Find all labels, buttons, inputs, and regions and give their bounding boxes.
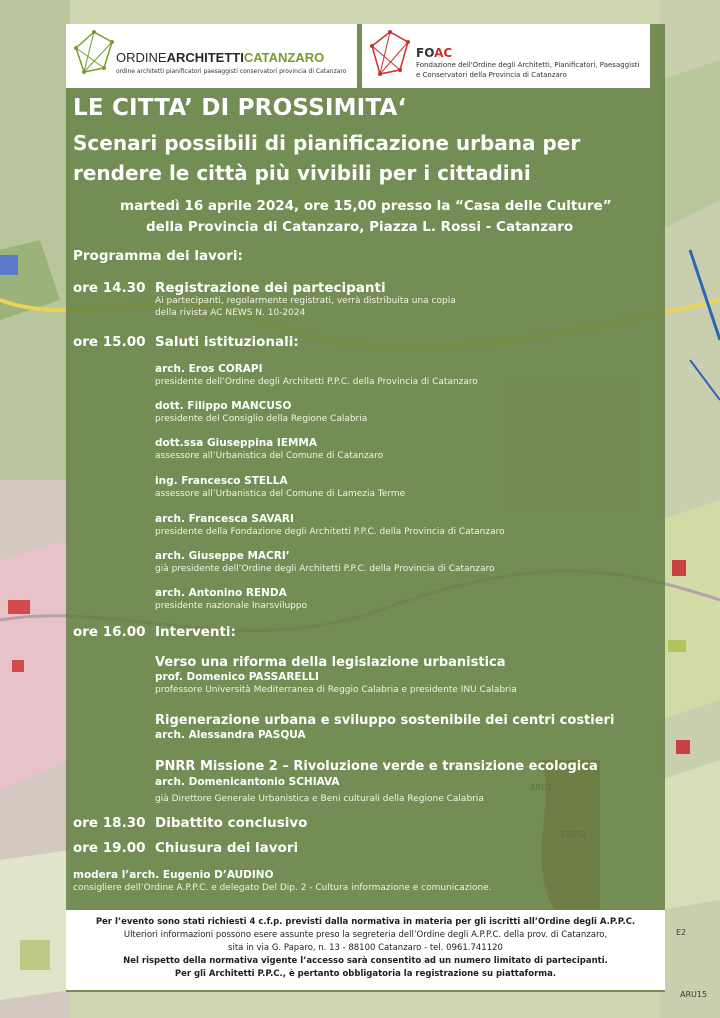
speaker-name: dott.ssa Giuseppina IEMMA bbox=[155, 437, 318, 449]
talk-speaker: prof. Domenico PASSARELLI bbox=[155, 671, 319, 683]
time-dibattito: ore 18.30 bbox=[73, 815, 146, 831]
speaker-role: presidente della Fondazione degli Architetti P.P.C. della Provincia di Catanzaro bbox=[155, 527, 505, 537]
speaker-name: ing. Francesco STELLA bbox=[155, 475, 288, 487]
speaker-role: presidente nazionale Inarsviluppo bbox=[155, 601, 308, 611]
talk-speaker-role: già Direttore Generale Urbanistica e Beni culturali della Regione Calabria bbox=[155, 794, 484, 804]
foac-logo bbox=[362, 24, 650, 88]
notice-line2: Ulteriori informazioni possono esere assunte preso la segreteria dell’Ordine degli A.P.P.C. della prov. di Catanzaro, bbox=[123, 930, 608, 940]
foac-line2: e Conservatori della Provincia di Catanzaro bbox=[416, 71, 567, 79]
speaker-role: assessore all’Urbanistica del Comune di Catanzaro bbox=[155, 451, 384, 461]
moderator-role: consigliere dell’Ordine A.P.P.C. e delegato Del Dip. 2 - Cultura informazione e comunicazione. bbox=[73, 883, 492, 893]
title-line1: LE CITTA’ DI PROSSIMITA‘ bbox=[73, 95, 407, 121]
talk-title: Rigenerazione urbana e sviluppo sostenibile dei centri costieri bbox=[155, 713, 615, 728]
speaker-role: assessore all’Urbanistica del Comune di Lamezia Terme bbox=[155, 489, 406, 499]
talk-speaker-role: professore Università Mediterranea di Reggio Calabria e presidente INU Calabria bbox=[155, 685, 517, 695]
map-label-aru15: ARU15 bbox=[680, 990, 708, 999]
talk-speaker: arch. Alessandra PASQUA bbox=[155, 729, 306, 741]
map-label-e2: E2 bbox=[676, 928, 687, 937]
foac-name: FOAC bbox=[416, 46, 453, 60]
chiusura-title: Chiusura dei lavori bbox=[155, 840, 299, 856]
notice-box bbox=[66, 910, 665, 990]
speaker-role: già presidente dell’Ordine degli Architetti P.P.C. della Provincia di Catanzaro bbox=[155, 564, 495, 574]
title-line2: Scenari possibili di pianificazione urbana per bbox=[73, 131, 581, 155]
speaker-role: presidente dell’Ordine degli Architetti P.P.C. della Provincia di Catanzaro bbox=[155, 377, 478, 387]
speaker-name: arch. Eros CORAPI bbox=[155, 363, 263, 375]
dibattito-title: Dibattito conclusivo bbox=[155, 815, 308, 831]
talk-title: PNRR Missione 2 – Rivoluzione verde e transizione ecologica bbox=[155, 759, 598, 774]
interventi-title: Interventi: bbox=[155, 624, 236, 640]
time-interventi: ore 16.00 bbox=[73, 624, 146, 640]
program-heading: Programma dei lavori: bbox=[73, 248, 243, 264]
event-location-line: della Provincia di Catanzaro, Piazza L. Rossi - Catanzaro bbox=[146, 219, 574, 235]
time-chiusura: ore 19.00 bbox=[73, 840, 146, 856]
ordine-architetti-name: ORDINEARCHITETTICATANZARO bbox=[116, 50, 325, 65]
foac-emblem-icon bbox=[366, 28, 414, 84]
talk-speaker: arch. Domenicantonio SCHIAVA bbox=[155, 776, 340, 788]
registration-note-2: della rivista AC NEWS N. 10-2024 bbox=[155, 308, 306, 318]
notice-line3: sita in via G. Paparo, n. 13 - 88100 Catanzaro - tel. 0961.741120 bbox=[228, 943, 503, 953]
speaker-name: dott. Filippo MANCUSO bbox=[155, 400, 292, 412]
talk-title: Verso una riforma della legislazione urbanistica bbox=[155, 655, 506, 670]
foac-line1: Fondazione dell'Ordine degli Architetti, Pianificatori, Paesaggisti bbox=[416, 61, 640, 69]
notice-line4: Nel rispetto della normativa vigente l’accesso sarà consentito ad un numero limitato di partecipanti. bbox=[123, 956, 608, 966]
registration-title: Registrazione dei partecipanti bbox=[155, 280, 386, 296]
ordine-architetti-logo bbox=[66, 24, 357, 88]
time-saluti: ore 15.00 bbox=[73, 334, 146, 350]
notice-line1: Per l’evento sono stati richiesti 4 c.f.p. previsti dalla normativa in materia per gli iscritti all’Ordine degli A.P.P.C. bbox=[95, 917, 636, 927]
title-line3: rendere le città più vivibili per i cittadini bbox=[73, 161, 531, 185]
moderator-line: modera l’arch. Eugenio D’AUDINO bbox=[73, 869, 274, 881]
time-registration: ore 14.30 bbox=[73, 280, 146, 296]
ordine-architetti-emblem-icon bbox=[72, 28, 116, 82]
event-date-line: martedì 16 aprile 2024, ore 15,00 presso la “Casa delle Culture” bbox=[120, 198, 612, 214]
notice-line5: Per gli Architetti P.P.C., è pertanto obbligatoria la registrazione su piattaforma. bbox=[174, 969, 557, 979]
ordine-architetti-subtitle: ordine architetti pianificatori paesaggisti conservatori provincia di Catanzaro bbox=[116, 68, 347, 75]
registration-note-1: Ai partecipanti, regolarmente registrati, verrà distribuita una copia bbox=[155, 296, 456, 306]
speaker-name: arch. Francesca SAVARI bbox=[155, 513, 294, 525]
saluti-title: Saluti istituzionali: bbox=[155, 334, 299, 350]
speaker-name: arch. Antonino RENDA bbox=[155, 587, 287, 599]
speaker-role: presidente del Consiglio della Regione Calabria bbox=[155, 414, 368, 424]
speaker-name: arch. Giuseppe MACRI’ bbox=[155, 550, 290, 562]
